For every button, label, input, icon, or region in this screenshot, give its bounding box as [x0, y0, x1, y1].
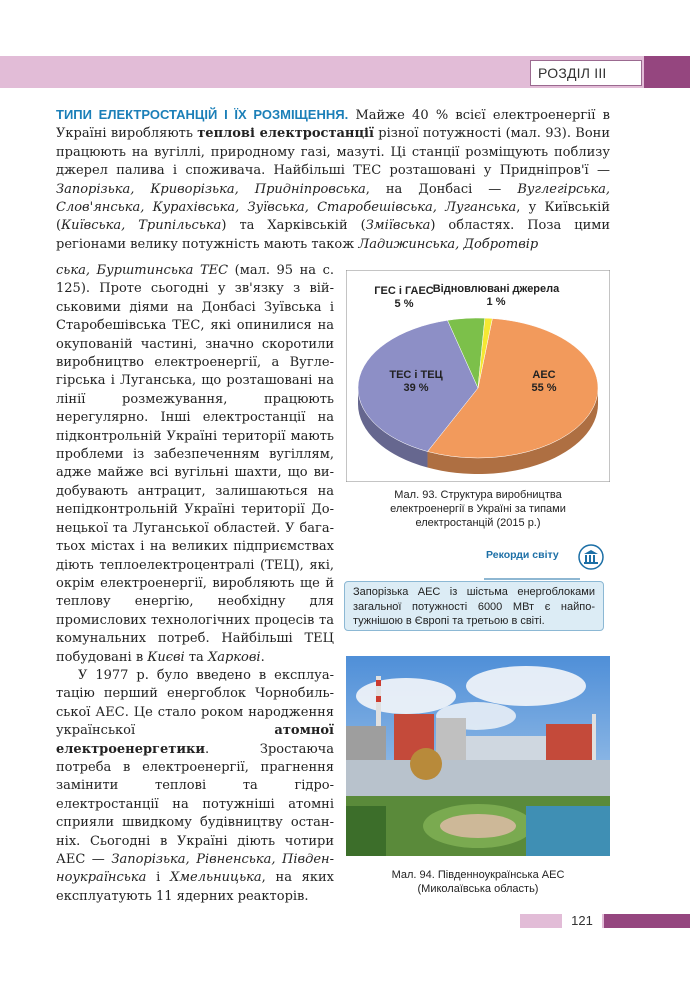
text-run: ) областях. Поза цими регіонами велику потужність мають також	[56, 218, 611, 252]
caption-fig94: Мал. 94. Південноукраїнська АЕС (Миколаївська область)	[391, 869, 565, 895]
museum-icon	[578, 544, 604, 570]
text-italic: Харкові	[207, 649, 261, 665]
text-italic: Зміївська	[365, 218, 431, 234]
text-bold: атомної електроенергетики	[56, 723, 334, 757]
text-italic: Києві	[147, 649, 185, 665]
text-italic: Запорізька, Рівненська, Південноукраїнська	[56, 852, 334, 886]
text-italic: Київська, Трипільська	[61, 218, 222, 234]
text-run: .	[260, 649, 265, 665]
text-run: У 1977 р. було введено в експлуатацію перший енергоблок Чорнобильської АЕС. Це стало роком народження української	[56, 667, 334, 739]
page-number: 121	[562, 912, 602, 930]
records-title: Рекорди світу	[486, 549, 559, 561]
text-run: та	[184, 649, 208, 665]
main-text-top	[56, 106, 610, 254]
pie-value-label-1: 39 %	[403, 382, 429, 394]
pie-label-1: ТЕС і ТЕЦ	[389, 369, 443, 381]
text-italic: ська, Бурштинська ТЕС	[56, 263, 229, 278]
text-run: (мал. 95 на с. 125). Проте сьогодні у зв'язку з військовими діями на Донбасі Зуївська і Старобешівська ТЕС, які опинилися на окупованій частині, значно скоротили виробництво електроенергії, а Вуглегірська і Луганська, що розташовані на лінії розмежування, працюють нерегулярно. Інші електростанції на підконтрольній Україні території мають проблеми із забезпеченням вугіллям, адже майже всі вугільні шахти, що видобувають антрацит, залишаються на непідконтрольній Україні території Донецької та Луганської областей. У багатьох містах і на великих підприємствах діють теплоелектроцентралі (ТЕЦ), які, окрім електроенергії, виробляють ще й теплову енергію, необхідну для промислових технологічних процесів та комунальних потреб. Найбільші ТЕЦ побудовані в	[56, 263, 334, 665]
caption-fig93: Мал. 93. Структура виробництва електроенергії в Україні за типами електростанцій (2015 р.)	[390, 489, 566, 529]
header-band-dark	[644, 56, 690, 88]
pie-value-label-3: 1 %	[486, 296, 506, 308]
text-run: ) та Харківській (	[221, 218, 366, 234]
pie-label-3: Відновлювані джерела	[432, 283, 560, 295]
text-italic: Хмельницька	[169, 870, 262, 886]
text-run: різної потужності (мал. 93). Вони працюють на вугіллі, природному газі, мазуті. Ці станції розміщують поблизу джерел палива і споживача. Найбільші ТЕС розташовані у Придніпров'ї —	[56, 126, 611, 179]
main-text-column	[56, 262, 334, 906]
footer-band-dark	[604, 914, 690, 928]
pie-label-2: ГЕС і ГАЕС	[374, 285, 434, 297]
text-italic: Запорізька, Криворізька, Придніпровська	[56, 181, 366, 197]
text-italic: Ладижинська, Добротвір	[358, 236, 539, 252]
text-run: , на Донбасі —	[365, 181, 518, 197]
text-italic: Вуглегірська, Слов'янська, Курахівська, Зуївська, Старобешівська, Луганська	[56, 181, 611, 216]
nuclear-plant-photo	[346, 656, 610, 856]
text-run: і	[146, 870, 170, 886]
records-box: Запорізька АЕС із шістьма енергоблоками загальної потужності 6000 МВт є найпотужнішою в Європі та третьою в світі.	[344, 581, 604, 631]
text-run: , у Київській (	[56, 200, 610, 234]
text-run: . Зростаюча потреба в електроенергії, прагнення замінити теплові та гідроелектростанції на потужніші атомні сприяли швидкому будівництву останніх. Сьогодні в Україні діють чотири АЕС —	[56, 741, 334, 867]
pie-label-0: АЕС	[532, 369, 556, 381]
text-run: , на яких експлуатують 11 ядерних реакторів.	[56, 870, 334, 904]
text-bold: теплові електростанції	[197, 126, 374, 142]
pie-chart	[346, 270, 610, 482]
records-header-line	[344, 566, 580, 580]
pie-value-label-2: 5 %	[394, 298, 414, 310]
section-heading: ТИПИ ЕЛЕКТРОСТАНЦІЙ І ЇХ РОЗМІЩЕННЯ.	[56, 107, 349, 122]
text-run: Майже 40 % всієї електроенергії в Україні виробляють	[56, 108, 610, 142]
pie-value-label-0: 55 %	[531, 382, 557, 394]
section-label: РОЗДІЛ III	[530, 60, 642, 86]
